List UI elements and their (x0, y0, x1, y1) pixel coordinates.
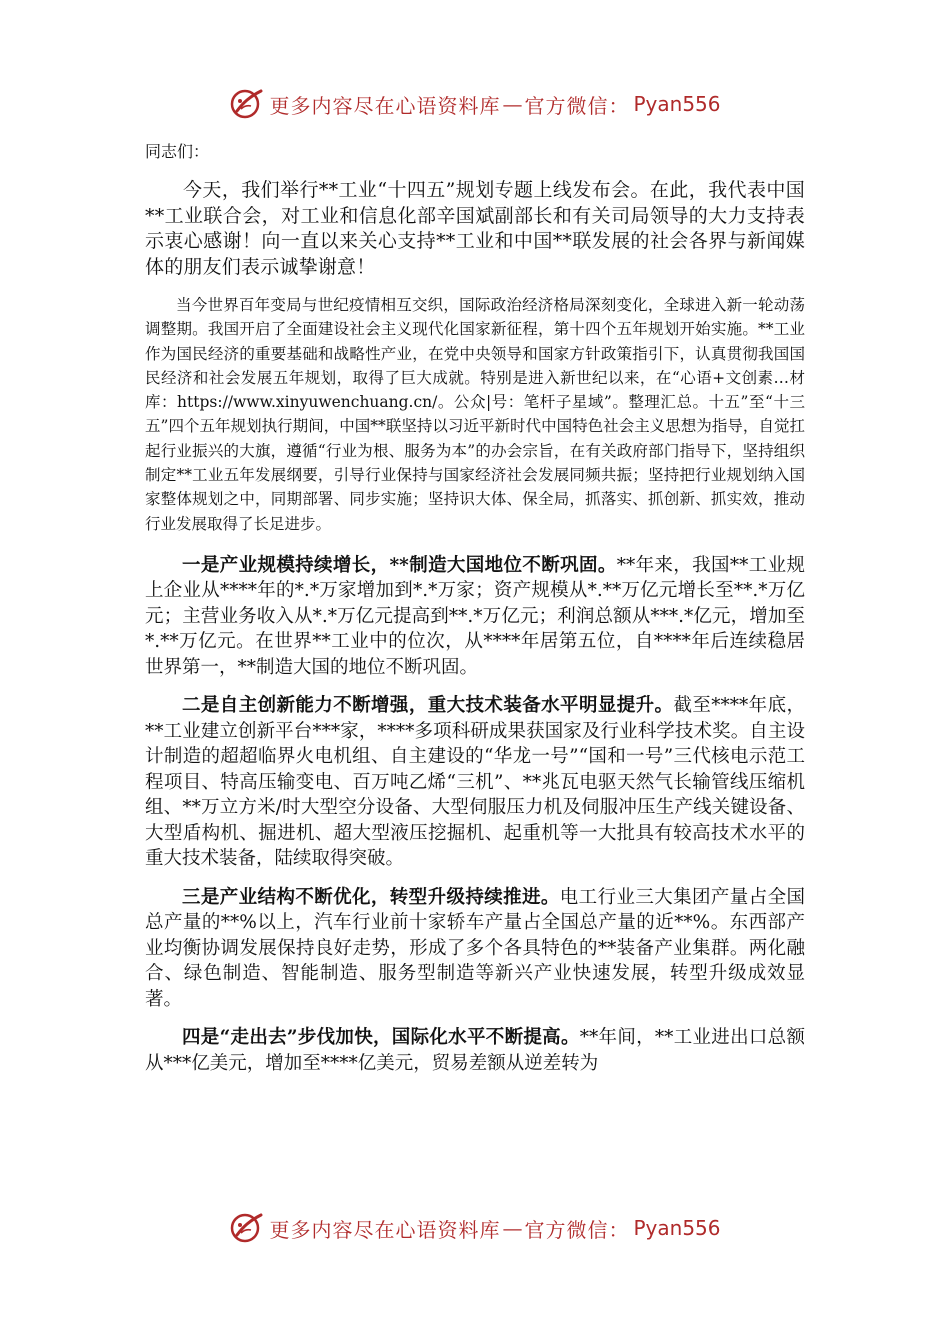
watermark-separator: — (502, 1216, 523, 1240)
paragraph-lead: 一是产业规模持续增长，**制造大国地位不断巩固。 (182, 554, 617, 576)
paragraph-text: 电工行业三大集团产量占全国总产量的**%以上，汽车行业前十家轿车产量占全国总产量的近**%。东西部产业均衡协调发展保持良好走势，形成了多个各具特色的**装备产业集群。两化融合、绿色制造、智能制造、服务型制造等新兴产业快速发展，转型升级成效显著。 (145, 886, 805, 1010)
paragraph-lead: 四是“走出去”步伐加快，国际化水平不断提高。 (182, 1027, 580, 1049)
paragraph-point-1 (145, 553, 805, 681)
paragraph-lead: 三是产业结构不断优化，转型升级持续推进。 (182, 886, 560, 908)
document-body (145, 140, 805, 1089)
paragraph-opening (145, 178, 805, 280)
watermark-suffix: 官方微信： (524, 93, 630, 118)
paragraph-text: **年来，我国**工业规上企业从****年的*.*万家增加到*.*万家；资产规模从*.**万亿元增长至**.*万亿元；主营业务收入从*.*万亿元提高到**.*万亿元；利润总额从***.*亿元，增加至*.**万亿元。在世界**工业中的位次，从****年居第五位，自****年后连续稳居世界第一，**制造大国的地位不断巩固。 (145, 554, 805, 678)
paragraph-point-3 (145, 885, 805, 1013)
paragraph-text: 当今世界百年变局与世纪疫情相互交织，国际政治经济格局深刻变化，全球进入新一轮动荡调整期。我国开启了全面建设社会主义现代化国家新征程，第十四个五年规划开始实施。**工业作为国民经济的重要基础和战略性产业，在党中央领导和国家方针政策指引下，认真贯彻我国国民经济和社会发展五年规划，取得了巨大成就。特别是进入新世纪以来，在“心语+文创素…材库：https://www.xinyuwenchuang.cn/。公众|号：笔杆子星域”。整理汇总。十五”至“十三五”四个五年规划执行期间，中国**联坚持以习近平新时代中国特色社会主义思想为指导，自觉扛起行业振兴的大旗，遵循“行业为根、服务为本”的办会宗旨，在有关政府部门指导下，坚持组织制定**工业五年发展纲要，引导行业保持与国家经济社会发展同频共振；坚持把行业规划纳入国家整体规划之中，同期部署、同步实施；坚持识大体、保全局，抓落实、抓创新、抓实效，推动行业发展取得了长足进步。 (145, 296, 805, 533)
paragraph-background (145, 293, 805, 536)
watermark-suffix: 官方微信： (524, 1217, 630, 1242)
paragraph-point-2 (145, 693, 805, 872)
watermark-wechat-id: Pyan556 (633, 1216, 721, 1240)
salutation: 同志们： (145, 142, 210, 161)
watermark-text: 更多内容尽在心语资料库 (269, 1217, 501, 1242)
watermark-separator: — (502, 92, 523, 116)
paragraph-text: **年间，**工业进出口总额从***亿美元，增加至****亿美元，贸易差额从逆差转为 (145, 1027, 805, 1074)
logo-icon (229, 87, 265, 121)
paragraph-text: 今天，我们举行**工业“十四五”规划专题上线发布会。在此，我代表中国**工业联合会，对工业和信息化部辛国斌副部长和有关司局领导的大力支持表示衷心感谢！向一直以来关心支持**工业和中国**联发展的社会各界与新闻媒体的朋友们表示诚挚谢意！ (145, 179, 805, 278)
logo-icon (229, 1211, 265, 1245)
paragraph-point-4 (145, 1025, 805, 1076)
paragraph-lead: 二是自主创新能力不断增强，重大技术装备水平明显提升。 (182, 695, 674, 717)
watermark-banner-top (0, 84, 950, 124)
paragraph-text: 截至****年底，**工业建立创新平台***家，****多项科研成果获国家及行业科学技术奖。自主设计制造的超超临界火电机组、自主建设的“华龙一号”“国和一号”三代核电示范工程项目、特高压输变电、百万吨乙烯“三机”、**兆瓦电驱天然气长输管线压缩机组、**万立方米/时大型空分设备、大型伺服压力机及伺服冲压生产线关键设备、大型盾构机、掘进机、超大型液压挖掘机、起重机等一大批具有较高技术水平的重大技术装备，陆续取得突破。 (145, 695, 805, 870)
watermark-wechat-id: Pyan556 (633, 92, 721, 116)
watermark-text: 更多内容尽在心语资料库 (269, 93, 501, 118)
watermark-banner-bottom (0, 1208, 950, 1248)
